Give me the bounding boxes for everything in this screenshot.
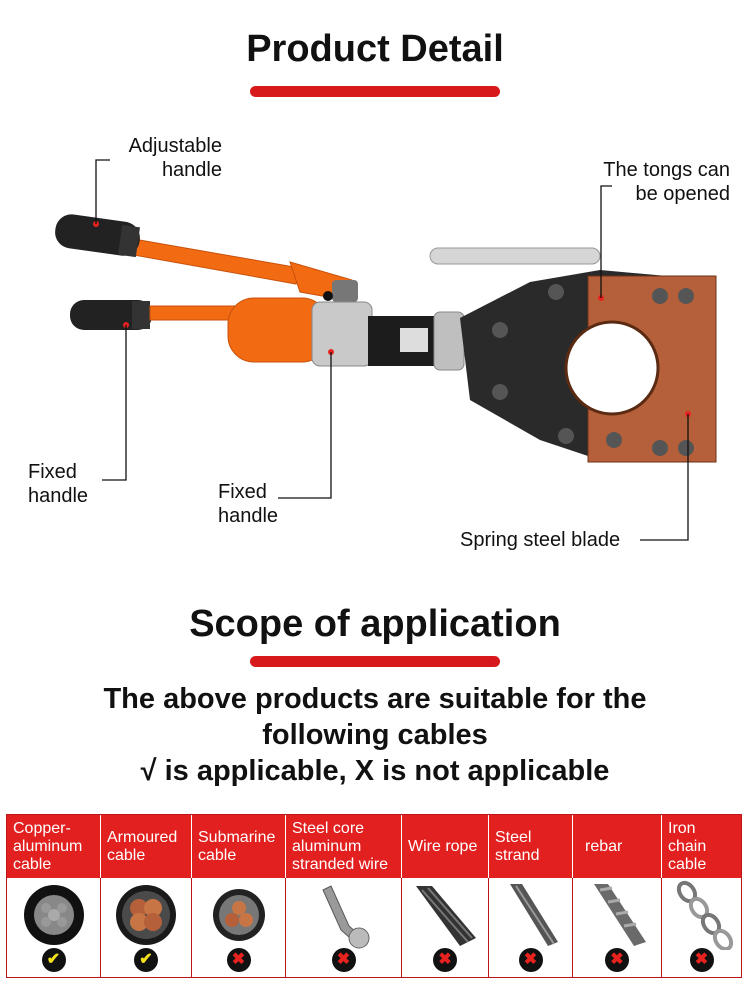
not-applicable-cross-icon: ✖ xyxy=(519,948,543,972)
submarine-cable-icon xyxy=(204,880,274,950)
callout-line: Fixed xyxy=(218,481,267,503)
cable-cell xyxy=(7,878,101,978)
header-cell: Steel core aluminum stranded wire xyxy=(286,815,402,878)
page-title: Product Detail xyxy=(246,28,504,70)
iron-chain-icon xyxy=(667,880,737,950)
not-applicable-cross-icon: ✖ xyxy=(605,948,629,972)
cable-cell xyxy=(192,878,286,978)
callout-line: Adjustable xyxy=(128,135,222,157)
cable-cell xyxy=(573,878,662,978)
callout-line: The tongs can xyxy=(603,159,730,181)
cable-cell xyxy=(286,878,402,978)
callout-tongs xyxy=(578,158,730,206)
armoured-cable-icon xyxy=(111,880,181,950)
cable-cell xyxy=(489,878,573,978)
header-cell: Copper-aluminum cable xyxy=(7,815,101,878)
steel-core-wire-icon xyxy=(309,880,379,950)
scope-title: Scope of application xyxy=(189,603,561,645)
callout-line: handle xyxy=(28,485,89,507)
callout-fixed-handle-center xyxy=(218,480,308,528)
rebar-icon xyxy=(582,880,652,950)
table-image-row xyxy=(7,878,741,978)
header-cell: rebar xyxy=(573,815,662,878)
table-header-row xyxy=(7,815,741,878)
cable-applicability-table xyxy=(6,814,742,978)
scope-line-2: following cables xyxy=(262,719,488,751)
callout-blade: Spring steel blade xyxy=(460,529,621,551)
steel-strand-icon xyxy=(496,880,566,950)
wire-rope-icon xyxy=(410,880,480,950)
callout-line: Fixed xyxy=(28,461,77,483)
not-applicable-cross-icon: ✖ xyxy=(332,948,356,972)
scope-underline xyxy=(250,656,500,667)
not-applicable-cross-icon: ✖ xyxy=(690,948,714,972)
header-cell: Iron chain cable xyxy=(668,819,707,873)
not-applicable-cross-icon: ✖ xyxy=(227,948,251,972)
cable-cell xyxy=(101,878,192,978)
header-cell: Wire rope xyxy=(402,815,489,878)
header-cell: Armoured cable xyxy=(101,815,192,878)
cable-cell xyxy=(662,878,741,978)
scope-line-1: The above products are suitable for the xyxy=(103,683,647,715)
scope-line-3: √ is applicable, X is not applicable xyxy=(140,755,610,787)
not-applicable-cross-icon: ✖ xyxy=(433,948,457,972)
applicable-check-icon: ✔ xyxy=(42,948,66,972)
copper-aluminum-cable-icon xyxy=(19,880,89,950)
header-cell: Submarine cable xyxy=(192,815,286,878)
applicable-check-icon: ✔ xyxy=(134,948,158,972)
callout-line: handle xyxy=(218,505,279,527)
callout-adjustable-handle xyxy=(102,134,222,182)
cable-cell xyxy=(402,878,489,978)
callout-line: handle xyxy=(161,159,222,181)
header-cell: Steel strand xyxy=(489,815,573,878)
callout-fixed-handle-left xyxy=(28,460,118,508)
callout-line: be opened xyxy=(635,183,730,205)
